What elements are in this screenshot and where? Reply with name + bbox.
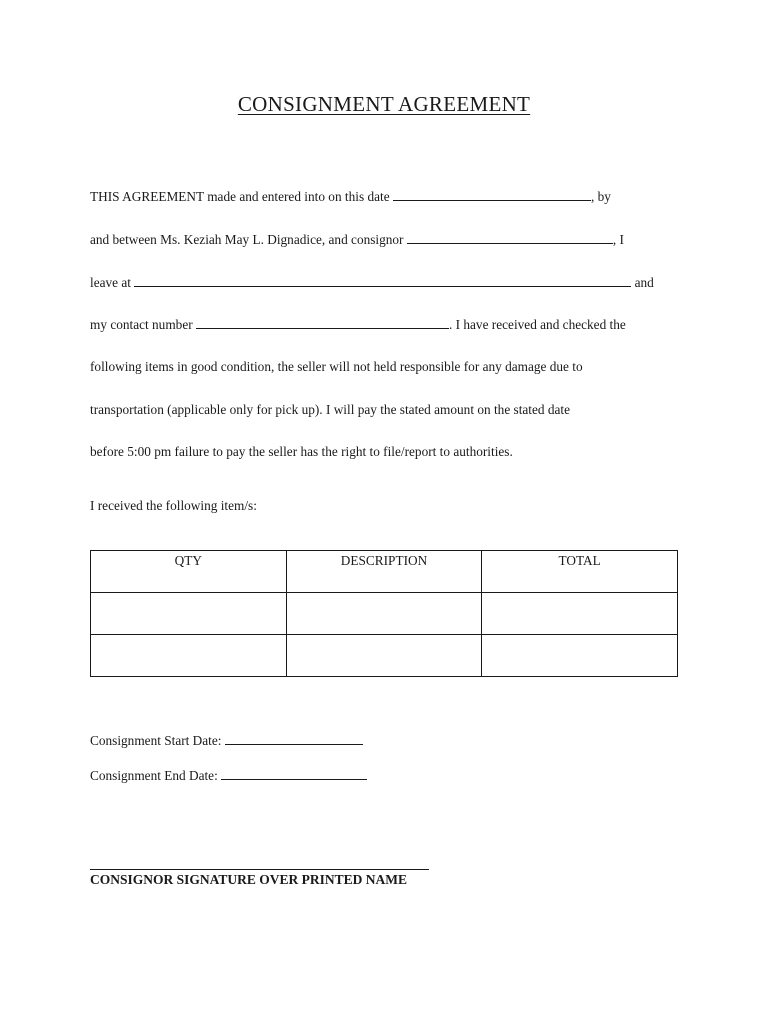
- paragraph-text: leave at: [90, 275, 135, 290]
- items-intro: I received the following item/s:: [90, 498, 257, 513]
- end-date-blank[interactable]: [221, 767, 367, 780]
- cell-total[interactable]: [482, 635, 678, 677]
- paragraph-text: and: [631, 275, 654, 290]
- paragraph-text: . I have received and checked the: [448, 317, 626, 332]
- items-table: [90, 550, 678, 677]
- end-date-label: Consignment End Date:: [90, 768, 222, 783]
- signature-label: CONSIGNOR SIGNATURE OVER PRINTED NAME: [90, 872, 408, 887]
- paragraph-line-6: transportation (applicable only for pick up). I will pay the stated amount on the stated date: [90, 402, 571, 417]
- paragraph-line-1: [90, 188, 611, 205]
- start-date-blank[interactable]: [225, 732, 363, 745]
- paragraph-line-2: [90, 231, 624, 248]
- consignor-blank[interactable]: [407, 231, 613, 244]
- paragraph-text: my contact number: [90, 317, 196, 332]
- address-blank[interactable]: [134, 274, 631, 287]
- contact-number-blank[interactable]: [196, 316, 449, 329]
- header-description: [286, 551, 482, 593]
- cell-description[interactable]: [286, 635, 482, 677]
- table-header-row: [91, 551, 678, 593]
- paragraph-text: , I: [612, 232, 624, 247]
- title-text: CONSIGNMENT AGREEMENT: [237, 92, 531, 116]
- table-row: [91, 593, 678, 635]
- header-label: DESCRIPTION: [340, 553, 428, 568]
- paragraph-line-3: [90, 274, 654, 291]
- cell-qty[interactable]: [91, 635, 287, 677]
- start-date-label: Consignment Start Date:: [90, 733, 225, 748]
- table-row: [91, 635, 678, 677]
- paragraph-text: and between Ms. Keziah May L. Dignadice, and consignor: [90, 232, 407, 247]
- signature-blank[interactable]: [90, 869, 429, 870]
- paragraph-text: THIS AGREEMENT made and entered into on this date: [90, 189, 393, 204]
- document-title: [0, 92, 768, 117]
- header-label: QTY: [174, 553, 202, 568]
- start-date-line: [90, 732, 363, 749]
- paragraph-text: , by: [590, 189, 611, 204]
- paragraph-line-4: [90, 316, 626, 333]
- cell-description[interactable]: [286, 593, 482, 635]
- header-label: TOTAL: [558, 553, 601, 568]
- paragraph-line-5: following items in good condition, the seller will not held responsible for any damage due to: [90, 359, 583, 374]
- cell-qty[interactable]: [91, 593, 287, 635]
- date-blank[interactable]: [393, 188, 591, 201]
- header-qty: [91, 551, 287, 593]
- end-date-line: [90, 767, 367, 784]
- header-total: [482, 551, 678, 593]
- cell-total[interactable]: [482, 593, 678, 635]
- paragraph-line-7: before 5:00 pm failure to pay the seller has the right to file/report to authorities.: [90, 444, 513, 459]
